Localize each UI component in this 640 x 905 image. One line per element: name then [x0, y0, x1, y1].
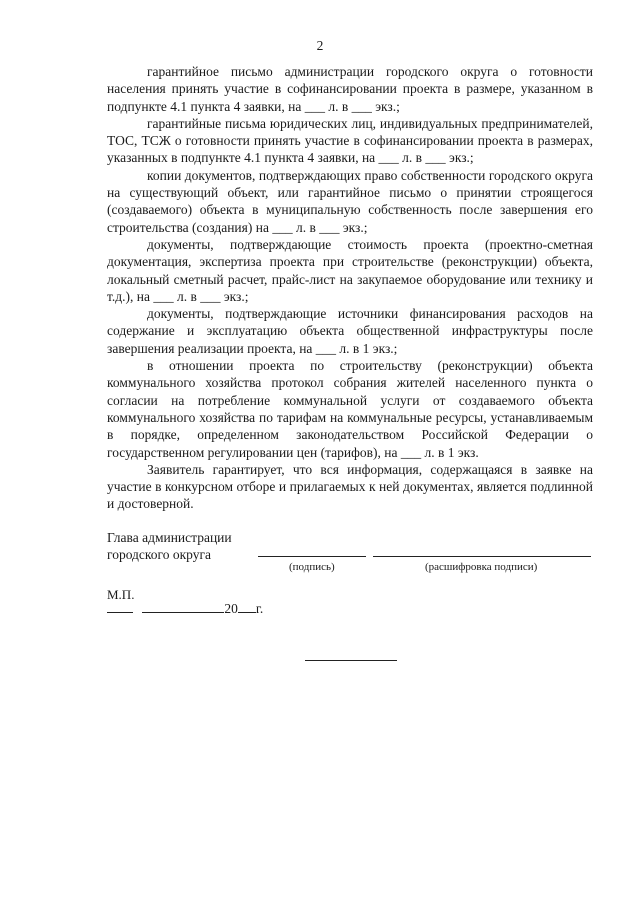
paragraph-utility-protocol: в отношении проекта по строительству (реконструкции) объекта коммунального хозяйства протокол собрания жителей населенного пункта о согласии на потребление коммунальной услуги от создаваемого объекта коммунального хозяйства по тарифам на коммунальные ресурсы, устанавливаемым в порядке, определенном законодательством Российской Федерации о государственном регулировании цен (тарифов), на ___ л. в 1 экз.: [107, 358, 593, 460]
paragraph-guarantee-legal-entities: гарантийные письма юридических лиц, индивидуальных предпринимателей, ТОС, ТСЖ о готовности принять участие в софинансировании проекта в размерах, указанных в подпункте 4.1 пункта 4 заявки, на ___ л. в ___ экз.;: [107, 115, 593, 166]
stamp-label: М.П.: [107, 587, 135, 602]
paragraph-guarantee-admin: гарантийное письмо администрации городского округа о готовности населения принять участие в софинансировании проекта в размере, указанном в подпункте 4.1 пункта 4 заявки, на ___ л. в ___ экз.;: [107, 64, 593, 114]
signature-decoding-caption: (расшифровка подписи): [425, 561, 538, 573]
date-line: [107, 599, 263, 617]
signature-title-line1: Глава администрации: [107, 530, 232, 545]
document-body: [107, 63, 593, 513]
date-year-suffix: г.: [255, 601, 264, 616]
signature-decoding-line: [373, 556, 591, 557]
date-year-blank: [238, 599, 256, 613]
signature-title-line2: городского округа: [107, 547, 212, 562]
signature-title: [107, 529, 593, 563]
paragraph-ownership-documents: копии документов, подтверждающих право собственности городского округа на существующий объект, или гарантийное письмо о принятии строящегося (создаваемого) объекта в муниципальную собственность после завершения его строительства (создания) на ___ л. в ___ экз.;: [107, 167, 593, 235]
page-number: 2: [316, 38, 324, 53]
date-day-blank: [107, 599, 133, 613]
footer-rule: [305, 660, 397, 661]
paragraph-applicant-guarantee: Заявитель гарантирует, что вся информация, содержащаяся в заявке на участие в конкурсном отборе и прилагаемых к ней документах, является подлинной и достоверной.: [107, 461, 593, 512]
date-year-prefix: 20: [224, 601, 238, 616]
paragraph-cost-documents: документы, подтверждающие стоимость проекта (проектно-сметная документация, экспертиза проекта при строительстве (реконструкции) объекта, локальный сметный расчет, прайс-лист на закупаемое оборудование или технику и т.д.), на ___ л. в ___ экз.;: [107, 236, 593, 304]
signature-line: [258, 556, 366, 557]
date-month-blank: [142, 599, 224, 613]
paragraph-financing-documents: документы, подтверждающие источники финансирования расходов на содержание и эксплуатацию объекта общественной инфраструктуры после завершения реализации проекта, на ___ л. в 1 экз.;: [107, 306, 593, 356]
signature-caption: (подпись): [289, 561, 335, 573]
